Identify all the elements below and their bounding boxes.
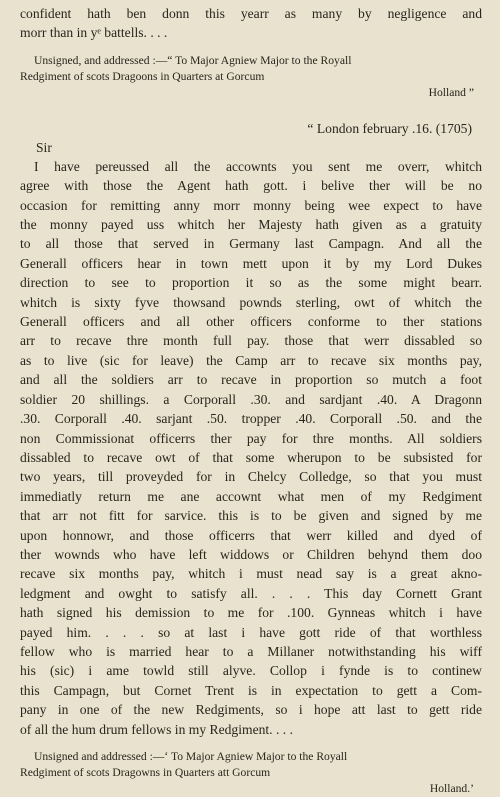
text-line: that arr not fitt for sarvice. this is to be given and signed by me [20, 508, 482, 524]
text-line: to all those that served in Germany last Campagn. And all the [20, 236, 482, 252]
text-line: and all the soldiers arr to recave in proportion so mutch a foot [20, 372, 482, 388]
text-line: this Campagn, but Cornet Trent is in expectation to gett a Com- [20, 682, 482, 698]
note-place: Holland.’ [429, 782, 474, 795]
text-line: non Commissionat officerrs ther pay for thre months. All soldiers [20, 430, 482, 446]
text-line: agree with those the Agent hath gott. i belive ther will be no [20, 178, 482, 194]
text-line: Generall officers hear in town mett upon it by my Lord Dukes [20, 255, 482, 271]
text-line: direction to see to proportion it so as the some might bearr. [20, 275, 482, 291]
text-line: .30. Corporall .40. sarjant .50. tropper .40. Corporall .50. and the [20, 411, 482, 427]
text-line: of all the hum drum fellows in my Redgiment. . . . [20, 721, 293, 737]
text-line: hath signed his demission to me for .100. Gynneas whitch i have [20, 605, 482, 621]
note-line: Unsigned and addressed :—‘ To Major Agniew Major to the Royall [34, 750, 348, 763]
text-line: morr than in yᵉ battells. . . . [20, 25, 168, 41]
note-line: Redgiment of scots Dragowns in Quarters att Gorcum [20, 766, 271, 779]
text-line: arr to recave thre month full pay. those that werr dissabled so [20, 333, 482, 349]
text-line: payed him. . . . so at last i have gott ride of that worthless [20, 624, 482, 640]
text-line: occasion for remitting anny morr monny being wee expect to have [20, 197, 482, 213]
text-line: dissabled to recave owt of that some wherupon to be subsisted for [20, 449, 482, 465]
text-line: as to live (sic for leave) the Camp arr to recave six months pay, [20, 352, 482, 368]
text-line: ledgment and owght to satisfy all. . . . This day Cornett Grant [20, 585, 482, 601]
text-line: ther wownds who have left widdows or Children behynd them doo [20, 546, 482, 562]
text-line: I have pereussed all the accownts you sent me overr, whitch [34, 158, 482, 174]
note-line: Redgiment of scots Dragoons in Quarters at Gorcum [20, 69, 265, 83]
text-line: two years, till proveyded for in Chelcy Colledge, so that you must [20, 469, 482, 485]
note-place: Holland ” [428, 85, 474, 99]
address-note-2 [20, 749, 482, 797]
letter-body [20, 157, 482, 739]
letter-salutation: Sir [36, 139, 52, 155]
note-line: Unsigned, and addressed :—“ To Major Agniew Major to the Royall [34, 53, 352, 67]
text-line: immediatly return me ane accownt what men of my Redgiment [20, 488, 482, 504]
text-line: fellow who is married hear to a Millaner notwithstanding his wiff [20, 643, 482, 659]
opening-paragraph [20, 4, 482, 43]
text-line: soldier 20 shillings. a Corporall .30. and sardjant .40. A Dragonn [20, 391, 482, 407]
text-line: his (sic) i ame towld still alyve. Collop i fynde is to continew [20, 663, 482, 679]
text-line: confident hath ben donn this yearr as many by negligence and [20, 6, 482, 21]
address-note-1 [20, 53, 482, 101]
text-line: whitch is sixty fyve thowsand pownds sterling, owt of whitch the [20, 294, 482, 310]
text-line: the monny payed uss whitch her Majesty hath given as a gratuity [20, 217, 482, 233]
text-line: upon honnowr, and those officerrs that werr killed and dyed of [20, 527, 482, 543]
text-line: recave six months pay, whitch i must nead say is a great akno- [20, 566, 482, 582]
text-line: pany in one of the new Redgiments, so i hope att last to gett ride [20, 702, 482, 718]
letter-dateline: “ London february .16. (1705) [307, 120, 472, 136]
text-line: Generall officers and all other officers conforme to ther stations [20, 314, 482, 330]
